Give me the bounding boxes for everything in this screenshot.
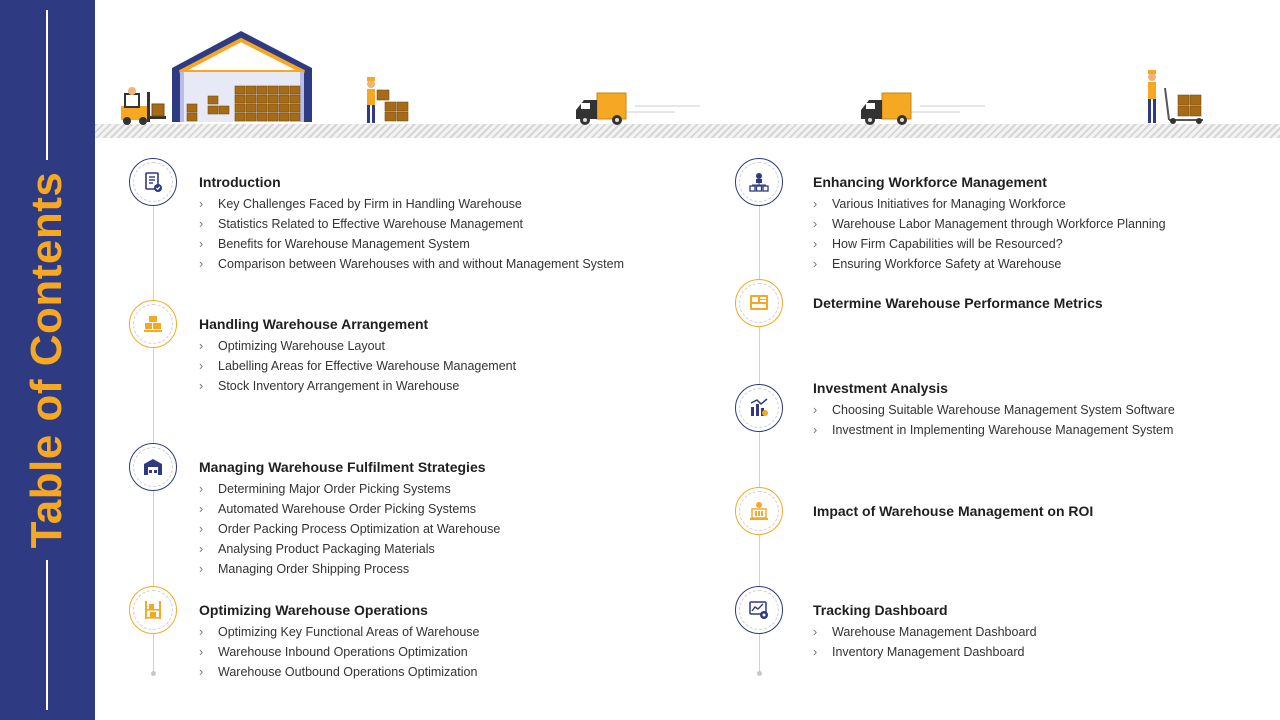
dashboard-gear-icon xyxy=(735,586,783,634)
list-item: › Key Challenges Faced by Firm in Handling Warehouse xyxy=(199,194,624,214)
section-enhancing-workforce xyxy=(813,173,1166,274)
list-item: › Optimizing Warehouse Layout xyxy=(199,336,516,356)
list-item: › Warehouse Inbound Operations Optimization xyxy=(199,642,479,662)
list-item: › Stock Inventory Arrangement in Warehouse xyxy=(199,376,516,396)
section-title: Enhancing Workforce Management xyxy=(813,174,1047,190)
list-item: › Various Initiatives for Managing Workforce xyxy=(813,194,1166,214)
timeline-left-end-dot xyxy=(151,671,156,676)
list-item: › Comparison between Warehouses with and without Management System xyxy=(199,254,624,274)
warehouse-building-icon xyxy=(172,31,312,122)
list-item: › Inventory Management Dashboard xyxy=(813,642,1037,662)
section-handling-warehouse-arrangement xyxy=(199,315,516,396)
list-item: › Analysing Product Packaging Materials xyxy=(199,539,500,559)
list-item: › Statistics Related to Effective Warehouse Management xyxy=(199,214,624,234)
section-items xyxy=(813,194,1166,274)
section-tracking-dashboard xyxy=(813,601,1037,662)
list-item: › Managing Order Shipping Process xyxy=(199,559,500,579)
list-item: › Investment in Implementing Warehouse Management System xyxy=(813,420,1175,440)
warehouse-banner-illustration xyxy=(95,0,1280,140)
worker-hand-truck-icon xyxy=(1148,70,1203,124)
list-item: › Choosing Suitable Warehouse Management System Software xyxy=(813,400,1175,420)
timeline-right-end-dot xyxy=(757,671,762,676)
section-title: Tracking Dashboard xyxy=(813,602,948,618)
list-item: › Automated Warehouse Order Picking Systems xyxy=(199,499,500,519)
section-managing-fulfilment-strategies xyxy=(199,458,500,579)
section-performance-metrics xyxy=(813,294,1103,312)
sidebar xyxy=(0,0,95,720)
forklift-icon xyxy=(121,87,166,125)
list-item: › Order Packing Process Optimization at Warehouse xyxy=(199,519,500,539)
section-title: Optimizing Warehouse Operations xyxy=(199,602,428,618)
list-item: › How Firm Capabilities will be Resourced? xyxy=(813,234,1166,254)
section-title: Impact of Warehouse Management on ROI xyxy=(813,503,1094,519)
section-title: Introduction xyxy=(199,174,281,190)
shelf-icon xyxy=(129,586,177,634)
list-item: › Determining Major Order Picking Systems xyxy=(199,479,500,499)
list-item: › Warehouse Outbound Operations Optimization xyxy=(199,662,479,682)
section-items xyxy=(199,194,624,274)
warehouse-icon xyxy=(129,443,177,491)
section-items xyxy=(813,400,1175,440)
page-title: Table of Contents xyxy=(22,171,71,549)
delivery-truck-icon xyxy=(576,93,700,125)
worker-carrying-boxes-icon xyxy=(367,77,408,123)
section-title: Investment Analysis xyxy=(813,380,948,396)
section-items xyxy=(199,622,479,682)
sidebar-line-bottom xyxy=(46,560,48,710)
section-title: Handling Warehouse Arrangement xyxy=(199,316,429,332)
list-item: › Warehouse Management Dashboard xyxy=(813,622,1037,642)
stacked-boxes-icon xyxy=(129,300,177,348)
metrics-board-icon xyxy=(735,279,783,327)
section-title: Managing Warehouse Fulfilment Strategies xyxy=(199,459,486,475)
section-introduction xyxy=(199,173,624,274)
list-item: › Labelling Areas for Effective Warehouse Management xyxy=(199,356,516,376)
list-item: › Optimizing Key Functional Areas of Warehouse xyxy=(199,622,479,642)
document-check-icon xyxy=(129,158,177,206)
section-impact-roi xyxy=(813,502,1093,520)
team-network-icon xyxy=(735,158,783,206)
section-items xyxy=(199,479,500,579)
delivery-truck-icon xyxy=(861,93,985,125)
section-optimizing-operations xyxy=(199,601,479,682)
list-item: › Warehouse Labor Management through Workforce Planning xyxy=(813,214,1166,234)
list-item: › Ensuring Workforce Safety at Warehouse xyxy=(813,254,1166,274)
list-item: › Benefits for Warehouse Management System xyxy=(199,234,624,254)
section-title: Determine Warehouse Performance Metrics xyxy=(813,295,1103,311)
section-items xyxy=(813,622,1037,662)
section-items xyxy=(199,336,516,396)
section-investment-analysis xyxy=(813,379,1175,440)
investment-chart-icon xyxy=(735,384,783,432)
roi-building-icon xyxy=(735,487,783,535)
sidebar-line-top xyxy=(46,10,48,160)
